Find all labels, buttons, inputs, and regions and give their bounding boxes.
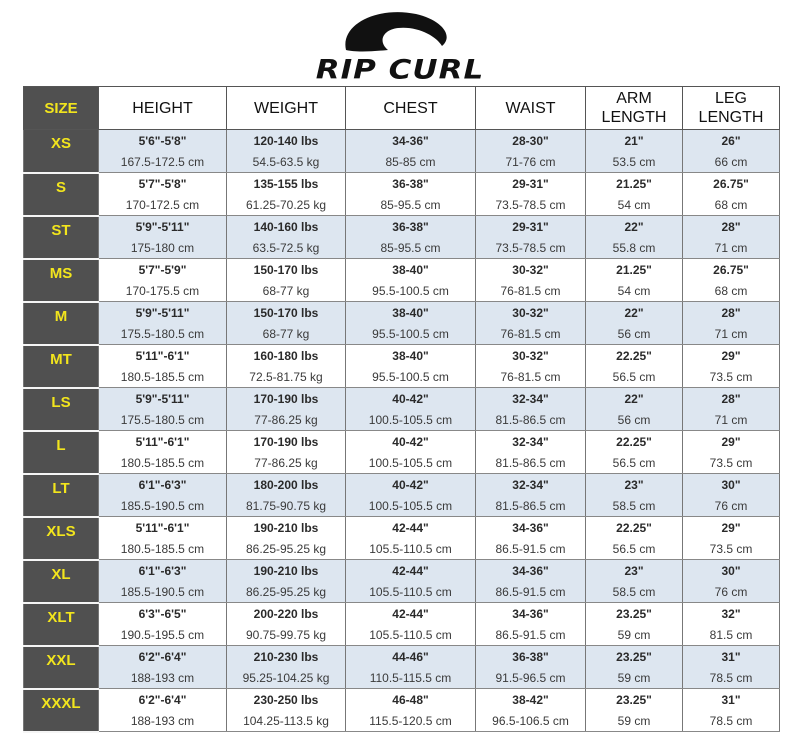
waist-imperial: 32-34" xyxy=(476,474,586,496)
table-row-metric xyxy=(24,495,780,517)
weight-imperial: 140-160 lbs xyxy=(227,216,346,238)
table-row-imperial xyxy=(24,302,780,324)
leg-length-imperial: 26.75" xyxy=(683,173,780,195)
chest-metric: 110.5-115.5 cm xyxy=(346,667,476,689)
chest-imperial: 38-40" xyxy=(346,259,476,281)
leg-length-imperial: 29" xyxy=(683,431,780,453)
waist-imperial: 34-36" xyxy=(476,517,586,539)
height-metric: 175.5-180.5 cm xyxy=(99,323,227,345)
height-metric: 170-172.5 cm xyxy=(99,194,227,216)
arm-length-metric: 54 cm xyxy=(586,280,683,302)
leg-length-metric: 66 cm xyxy=(683,151,780,173)
leg-length-metric: 76 cm xyxy=(683,581,780,603)
weight-metric: 54.5-63.5 kg xyxy=(227,151,346,173)
waist-imperial: 30-32" xyxy=(476,302,586,324)
table-row-metric xyxy=(24,624,780,646)
arm-length-imperial: 22.25" xyxy=(586,431,683,453)
weight-imperial: 160-180 lbs xyxy=(227,345,346,367)
weight-imperial: 170-190 lbs xyxy=(227,388,346,410)
chest-imperial: 34-36" xyxy=(346,130,476,152)
header-arm-line1: ARM xyxy=(616,90,652,107)
weight-imperial: 190-210 lbs xyxy=(227,560,346,582)
header-waist: WAIST xyxy=(476,87,586,130)
weight-metric: 104.25-113.5 kg xyxy=(227,710,346,732)
chest-imperial: 36-38" xyxy=(346,216,476,238)
chest-metric: 85-95.5 cm xyxy=(346,237,476,259)
arm-length-imperial: 23.25" xyxy=(586,646,683,668)
leg-length-metric: 78.5 cm xyxy=(683,710,780,732)
table-row-metric xyxy=(24,538,780,560)
chest-metric: 100.5-105.5 cm xyxy=(346,409,476,431)
height-metric: 190.5-195.5 cm xyxy=(99,624,227,646)
height-metric: 167.5-172.5 cm xyxy=(99,151,227,173)
weight-imperial: 150-170 lbs xyxy=(227,302,346,324)
arm-length-metric: 58.5 cm xyxy=(586,581,683,603)
height-imperial: 6'2"-6'4" xyxy=(99,646,227,668)
chest-imperial: 42-44" xyxy=(346,560,476,582)
leg-length-imperial: 26" xyxy=(683,130,780,152)
waist-metric: 81.5-86.5 cm xyxy=(476,495,586,517)
chest-metric: 85-95.5 cm xyxy=(346,194,476,216)
arm-length-metric: 56.5 cm xyxy=(586,452,683,474)
chest-metric: 105.5-110.5 cm xyxy=(346,581,476,603)
size-label: XXL xyxy=(24,646,99,689)
size-label: LS xyxy=(24,388,99,431)
arm-length-metric: 56 cm xyxy=(586,409,683,431)
chest-imperial: 42-44" xyxy=(346,517,476,539)
waist-imperial: 38-42" xyxy=(476,689,586,711)
waist-imperial: 28-30" xyxy=(476,130,586,152)
weight-imperial: 200-220 lbs xyxy=(227,603,346,625)
waist-imperial: 32-34" xyxy=(476,431,586,453)
leg-length-metric: 71 cm xyxy=(683,323,780,345)
chest-metric: 115.5-120.5 cm xyxy=(346,710,476,732)
weight-imperial: 120-140 lbs xyxy=(227,130,346,152)
chest-imperial: 40-42" xyxy=(346,388,476,410)
header-arm-length xyxy=(586,87,683,130)
table-row-imperial xyxy=(24,216,780,238)
leg-length-metric: 68 cm xyxy=(683,280,780,302)
arm-length-imperial: 21" xyxy=(586,130,683,152)
leg-length-metric: 71 cm xyxy=(683,409,780,431)
table-row-imperial xyxy=(24,259,780,281)
height-metric: 180.5-185.5 cm xyxy=(99,366,227,388)
waist-metric: 76-81.5 cm xyxy=(476,280,586,302)
arm-length-metric: 59 cm xyxy=(586,667,683,689)
waist-metric: 86.5-91.5 cm xyxy=(476,538,586,560)
chest-metric: 95.5-100.5 cm xyxy=(346,280,476,302)
waist-metric: 73.5-78.5 cm xyxy=(476,194,586,216)
table-row-imperial xyxy=(24,517,780,539)
weight-imperial: 210-230 lbs xyxy=(227,646,346,668)
table-row-metric xyxy=(24,581,780,603)
table-row-imperial xyxy=(24,345,780,367)
leg-length-imperial: 31" xyxy=(683,689,780,711)
waist-metric: 86.5-91.5 cm xyxy=(476,581,586,603)
weight-metric: 86.25-95.25 kg xyxy=(227,581,346,603)
leg-length-metric: 68 cm xyxy=(683,194,780,216)
height-metric: 170-175.5 cm xyxy=(99,280,227,302)
height-imperial: 6'1"-6'3" xyxy=(99,560,227,582)
waist-imperial: 34-36" xyxy=(476,603,586,625)
arm-length-metric: 53.5 cm xyxy=(586,151,683,173)
height-imperial: 5'6"-5'8" xyxy=(99,130,227,152)
weight-metric: 95.25-104.25 kg xyxy=(227,667,346,689)
height-imperial: 5'9"-5'11" xyxy=(99,302,227,324)
weight-imperial: 150-170 lbs xyxy=(227,259,346,281)
header-leg-line2: LENGTH xyxy=(698,109,764,126)
arm-length-metric: 56.5 cm xyxy=(586,538,683,560)
leg-length-imperial: 28" xyxy=(683,302,780,324)
chest-metric: 85-85 cm xyxy=(346,151,476,173)
chest-imperial: 40-42" xyxy=(346,431,476,453)
height-imperial: 5'7"-5'8" xyxy=(99,173,227,195)
height-metric: 188-193 cm xyxy=(99,710,227,732)
size-label: LT xyxy=(24,474,99,517)
leg-length-imperial: 28" xyxy=(683,216,780,238)
size-label: L xyxy=(24,431,99,474)
chest-imperial: 38-40" xyxy=(346,302,476,324)
table-row-metric xyxy=(24,237,780,259)
waist-metric: 81.5-86.5 cm xyxy=(476,452,586,474)
weight-metric: 63.5-72.5 kg xyxy=(227,237,346,259)
weight-metric: 68-77 kg xyxy=(227,280,346,302)
chest-imperial: 46-48" xyxy=(346,689,476,711)
weight-metric: 90.75-99.75 kg xyxy=(227,624,346,646)
size-label: XLS xyxy=(24,517,99,560)
arm-length-imperial: 21.25" xyxy=(586,173,683,195)
size-label: XXXL xyxy=(24,689,99,732)
arm-length-imperial: 23" xyxy=(586,560,683,582)
chest-metric: 95.5-100.5 cm xyxy=(346,366,476,388)
leg-length-imperial: 30" xyxy=(683,560,780,582)
height-imperial: 5'9"-5'11" xyxy=(99,388,227,410)
table-row-imperial xyxy=(24,560,780,582)
chest-metric: 105.5-110.5 cm xyxy=(346,538,476,560)
chest-imperial: 42-44" xyxy=(346,603,476,625)
weight-imperial: 180-200 lbs xyxy=(227,474,346,496)
table-row-metric xyxy=(24,323,780,345)
leg-length-metric: 73.5 cm xyxy=(683,366,780,388)
table-row-metric xyxy=(24,366,780,388)
header-height: HEIGHT xyxy=(99,87,227,130)
table-row-metric xyxy=(24,452,780,474)
arm-length-metric: 58.5 cm xyxy=(586,495,683,517)
waist-imperial: 34-36" xyxy=(476,560,586,582)
waist-metric: 71-76 cm xyxy=(476,151,586,173)
chest-imperial: 38-40" xyxy=(346,345,476,367)
waist-imperial: 32-34" xyxy=(476,388,586,410)
table-row-metric xyxy=(24,667,780,689)
weight-metric: 72.5-81.75 kg xyxy=(227,366,346,388)
size-table-body xyxy=(24,130,780,732)
size-label: ST xyxy=(24,216,99,259)
leg-length-metric: 73.5 cm xyxy=(683,538,780,560)
table-header-row xyxy=(24,87,780,130)
waist-metric: 76-81.5 cm xyxy=(476,323,586,345)
table-row-imperial xyxy=(24,603,780,625)
arm-length-imperial: 22" xyxy=(586,388,683,410)
chest-imperial: 44-46" xyxy=(346,646,476,668)
height-imperial: 5'11"-6'1" xyxy=(99,517,227,539)
arm-length-imperial: 22.25" xyxy=(586,345,683,367)
chest-metric: 100.5-105.5 cm xyxy=(346,452,476,474)
arm-length-imperial: 23.25" xyxy=(586,603,683,625)
leg-length-metric: 73.5 cm xyxy=(683,452,780,474)
waist-metric: 86.5-91.5 cm xyxy=(476,624,586,646)
size-label: MS xyxy=(24,259,99,302)
height-metric: 188-193 cm xyxy=(99,667,227,689)
header-chest: CHEST xyxy=(346,87,476,130)
weight-imperial: 230-250 lbs xyxy=(227,689,346,711)
table-row-metric xyxy=(24,280,780,302)
table-row-imperial xyxy=(24,388,780,410)
arm-length-imperial: 21.25" xyxy=(586,259,683,281)
height-metric: 175-180 cm xyxy=(99,237,227,259)
weight-metric: 86.25-95.25 kg xyxy=(227,538,346,560)
waist-metric: 76-81.5 cm xyxy=(476,366,586,388)
wetsuit-size-table xyxy=(23,86,780,733)
table-row-metric xyxy=(24,710,780,732)
weight-metric: 68-77 kg xyxy=(227,323,346,345)
height-imperial: 5'11"-6'1" xyxy=(99,431,227,453)
arm-length-metric: 55.8 cm xyxy=(586,237,683,259)
leg-length-imperial: 26.75" xyxy=(683,259,780,281)
chest-imperial: 36-38" xyxy=(346,173,476,195)
height-imperial: 5'9"-5'11" xyxy=(99,216,227,238)
table-row-imperial xyxy=(24,646,780,668)
rip-curl-wave-icon xyxy=(338,6,462,56)
waist-imperial: 30-32" xyxy=(476,345,586,367)
brand-wordmark: RIP CURL xyxy=(315,54,485,86)
size-label: MT xyxy=(24,345,99,388)
waist-imperial: 30-32" xyxy=(476,259,586,281)
leg-length-metric: 71 cm xyxy=(683,237,780,259)
waist-imperial: 29-31" xyxy=(476,216,586,238)
leg-length-imperial: 29" xyxy=(683,517,780,539)
header-size: SIZE xyxy=(24,87,99,130)
arm-length-imperial: 22" xyxy=(586,302,683,324)
arm-length-metric: 59 cm xyxy=(586,624,683,646)
size-label: XS xyxy=(24,130,99,173)
chest-imperial: 40-42" xyxy=(346,474,476,496)
arm-length-metric: 56 cm xyxy=(586,323,683,345)
height-metric: 185.5-190.5 cm xyxy=(99,495,227,517)
leg-length-metric: 78.5 cm xyxy=(683,667,780,689)
table-row-imperial xyxy=(24,130,780,152)
arm-length-metric: 59 cm xyxy=(586,710,683,732)
height-imperial: 6'3"-6'5" xyxy=(99,603,227,625)
arm-length-imperial: 22.25" xyxy=(586,517,683,539)
height-metric: 180.5-185.5 cm xyxy=(99,538,227,560)
leg-length-imperial: 30" xyxy=(683,474,780,496)
waist-metric: 91.5-96.5 cm xyxy=(476,667,586,689)
leg-length-imperial: 32" xyxy=(683,603,780,625)
chest-metric: 95.5-100.5 cm xyxy=(346,323,476,345)
chest-metric: 100.5-105.5 cm xyxy=(346,495,476,517)
weight-metric: 61.25-70.25 kg xyxy=(227,194,346,216)
waist-metric: 73.5-78.5 cm xyxy=(476,237,586,259)
weight-imperial: 170-190 lbs xyxy=(227,431,346,453)
size-label: M xyxy=(24,302,99,345)
height-metric: 180.5-185.5 cm xyxy=(99,452,227,474)
waist-metric: 96.5-106.5 cm xyxy=(476,710,586,732)
arm-length-metric: 56.5 cm xyxy=(586,366,683,388)
height-metric: 185.5-190.5 cm xyxy=(99,581,227,603)
height-metric: 175.5-180.5 cm xyxy=(99,409,227,431)
table-row-metric xyxy=(24,151,780,173)
table-row-metric xyxy=(24,409,780,431)
waist-imperial: 29-31" xyxy=(476,173,586,195)
header-weight: WEIGHT xyxy=(227,87,346,130)
table-row-imperial xyxy=(24,474,780,496)
weight-imperial: 190-210 lbs xyxy=(227,517,346,539)
leg-length-metric: 81.5 cm xyxy=(683,624,780,646)
size-label: S xyxy=(24,173,99,216)
size-label: XL xyxy=(24,560,99,603)
table-row-imperial xyxy=(24,173,780,195)
height-imperial: 5'11"-6'1" xyxy=(99,345,227,367)
size-label: XLT xyxy=(24,603,99,646)
waist-metric: 81.5-86.5 cm xyxy=(476,409,586,431)
weight-metric: 81.75-90.75 kg xyxy=(227,495,346,517)
leg-length-imperial: 29" xyxy=(683,345,780,367)
arm-length-imperial: 23" xyxy=(586,474,683,496)
height-imperial: 6'1"-6'3" xyxy=(99,474,227,496)
header-leg-length xyxy=(683,87,780,130)
table-row-imperial xyxy=(24,689,780,711)
leg-length-imperial: 28" xyxy=(683,388,780,410)
height-imperial: 5'7"-5'9" xyxy=(99,259,227,281)
leg-length-metric: 76 cm xyxy=(683,495,780,517)
arm-length-imperial: 22" xyxy=(586,216,683,238)
height-imperial: 6'2"-6'4" xyxy=(99,689,227,711)
weight-imperial: 135-155 lbs xyxy=(227,173,346,195)
header-leg-line1: LEG xyxy=(714,90,747,107)
table-row-imperial xyxy=(24,431,780,453)
brand-logo xyxy=(300,6,500,86)
leg-length-imperial: 31" xyxy=(683,646,780,668)
weight-metric: 77-86.25 kg xyxy=(227,452,346,474)
weight-metric: 77-86.25 kg xyxy=(227,409,346,431)
header-arm-line2: LENGTH xyxy=(601,109,667,126)
table-row-metric xyxy=(24,194,780,216)
arm-length-imperial: 23.25" xyxy=(586,689,683,711)
chest-metric: 105.5-110.5 cm xyxy=(346,624,476,646)
waist-imperial: 36-38" xyxy=(476,646,586,668)
arm-length-metric: 54 cm xyxy=(586,194,683,216)
